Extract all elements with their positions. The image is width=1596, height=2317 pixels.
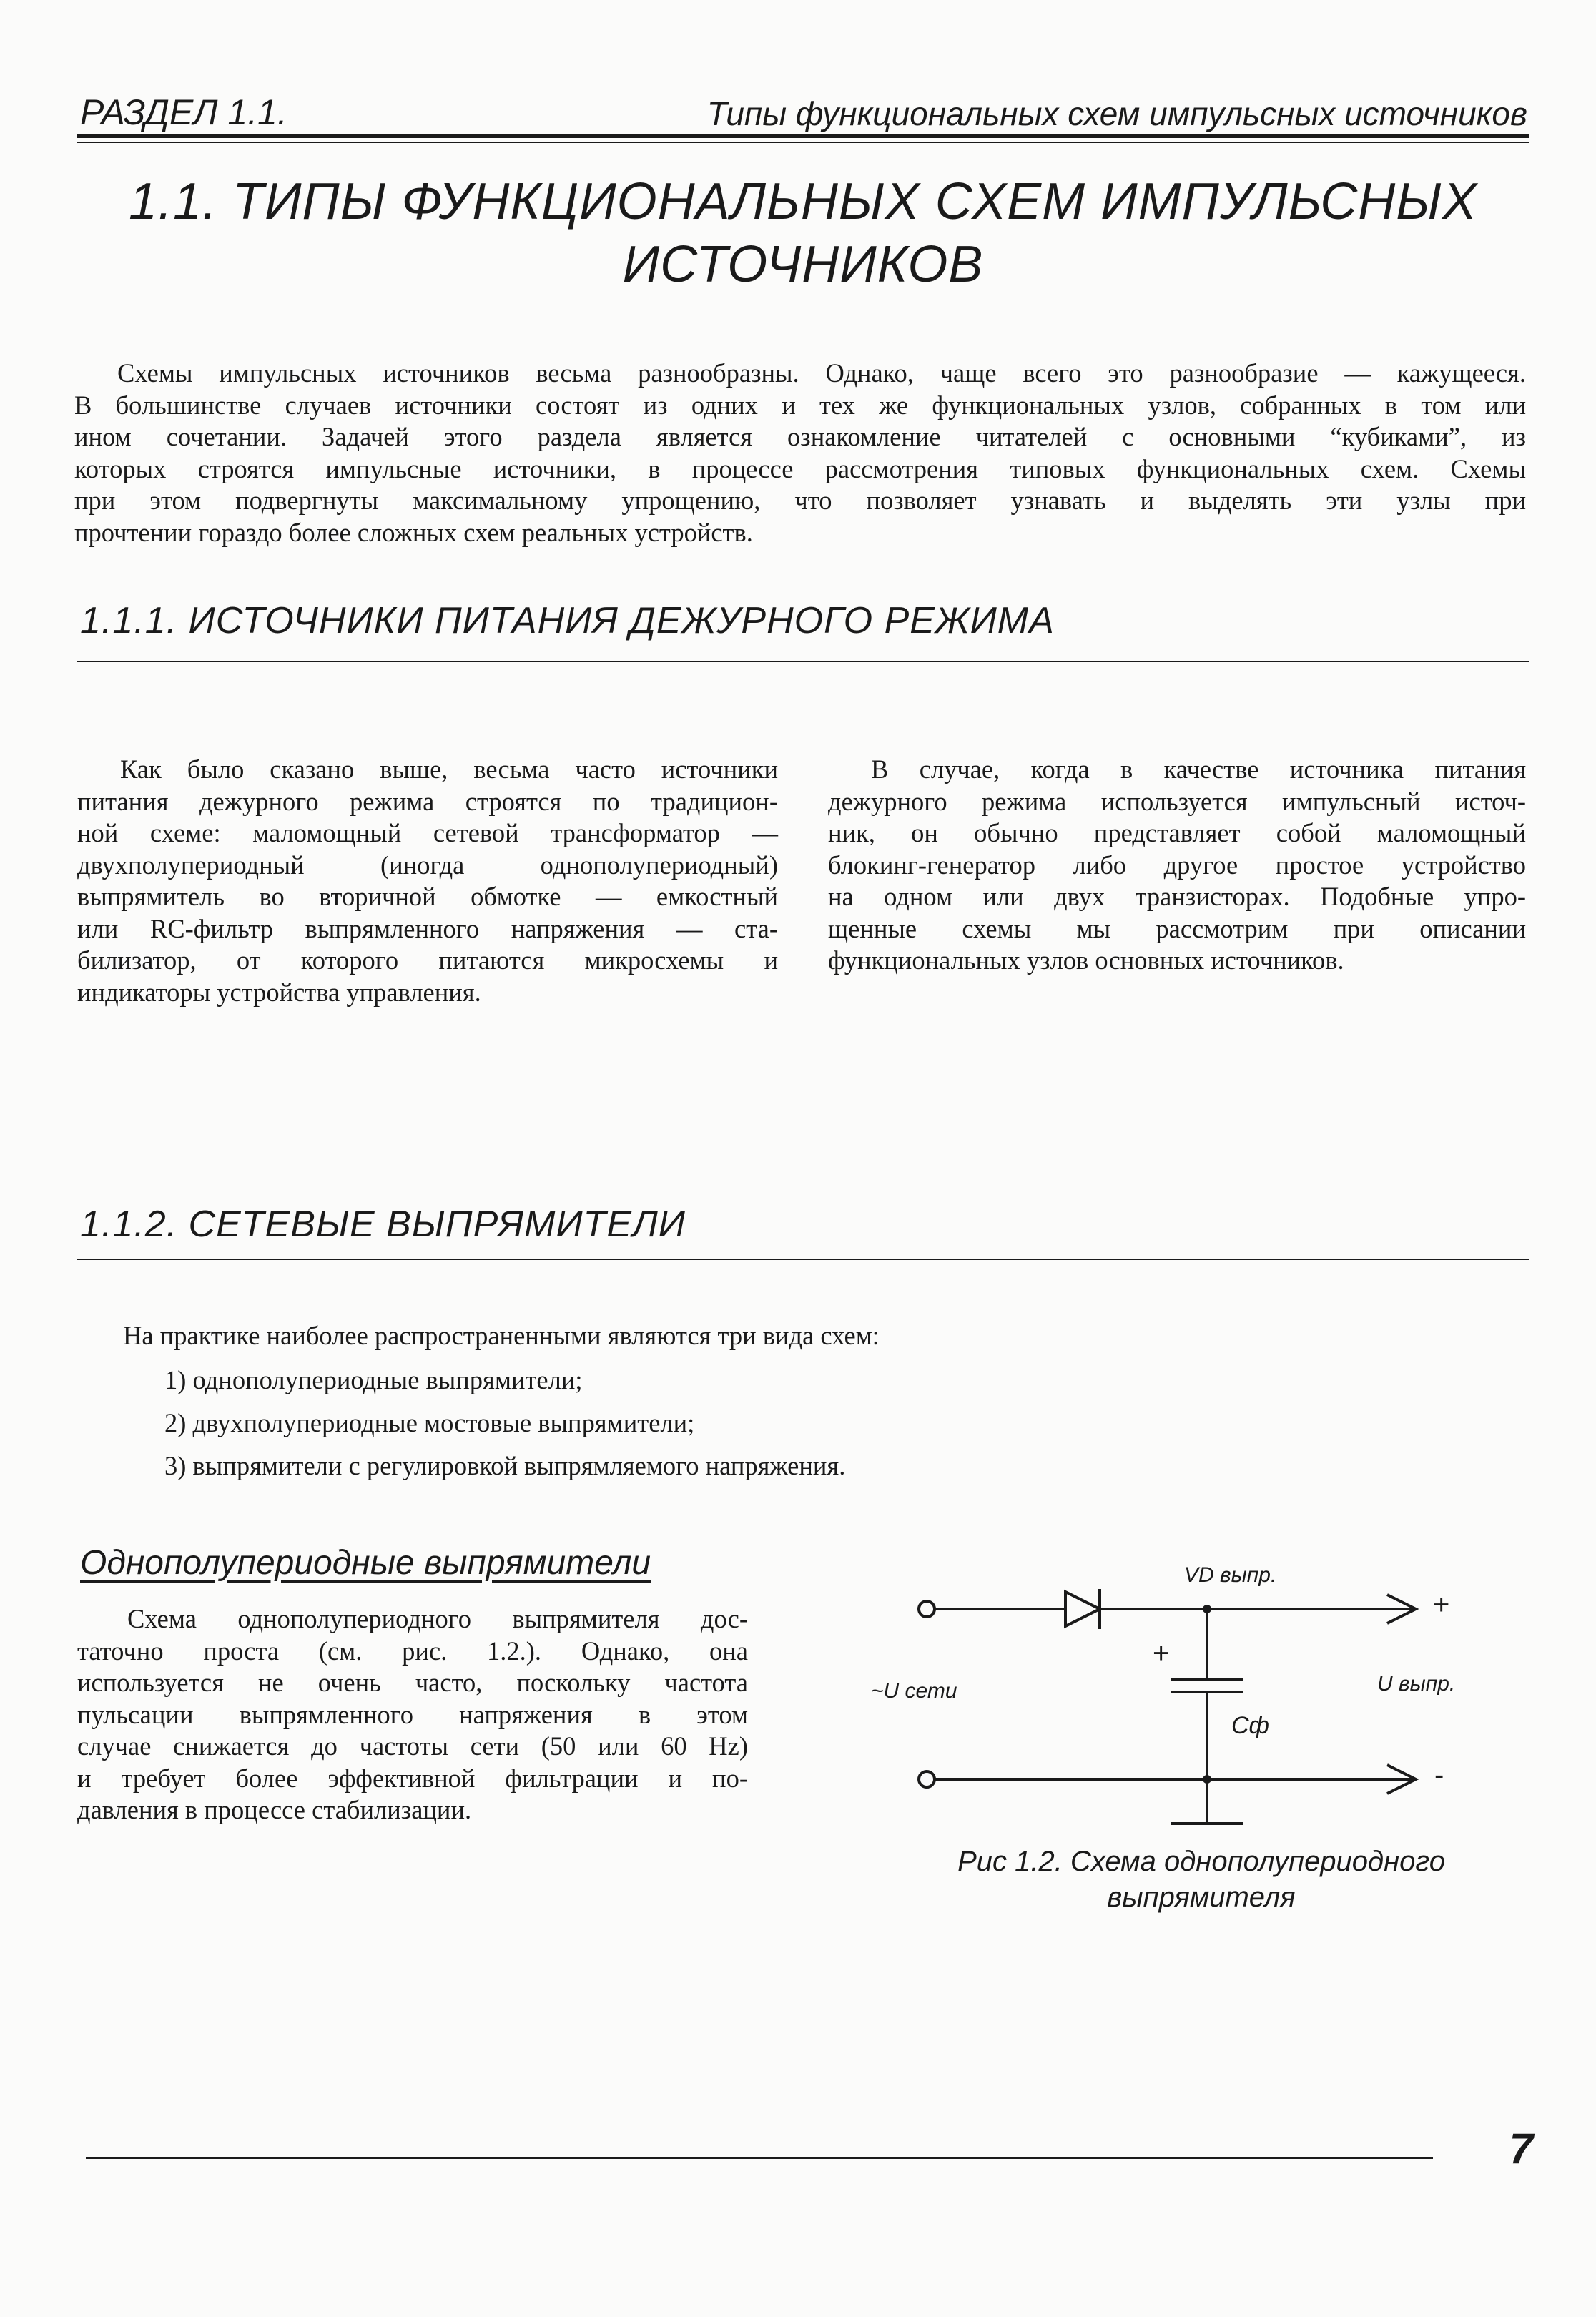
- figure-caption-line2: выпрямителя: [1107, 1881, 1296, 1913]
- output-plus-label: +: [1433, 1589, 1450, 1620]
- page-number: 7: [1509, 2125, 1533, 2173]
- section-1-left-line: или RC-фильтр выпрямленного напряжения — ста-: [77, 913, 778, 943]
- section-2-rule: [77, 1259, 1529, 1260]
- diode-symbol: [1065, 1592, 1100, 1626]
- chapter-title-line1: 1.1. ТИПЫ ФУНКЦИОНАЛЬНЫХ СХЕМ ИМПУЛЬСНЫХ: [128, 173, 1478, 230]
- diode-label: VD выпр.: [1184, 1563, 1277, 1587]
- footer-rule: [86, 2157, 1433, 2159]
- list-item: 2) двухполупериодные мостовые выпрямители;: [164, 1408, 695, 1437]
- intro-paragraph: [74, 358, 1526, 548]
- section-1-left-line: ной схеме: маломощный сетевой трансформатор —: [77, 818, 778, 847]
- intro-line: ином сочетании. Задачей этого раздела является ознакомление читателей с основными “кубиками”, из: [74, 422, 1526, 451]
- section-1-left-line: питания дежурного режима строятся по традицион-: [77, 786, 778, 816]
- capacitor-label: Сф: [1231, 1712, 1269, 1739]
- intro-line: В большинстве случаев источники состоят из одних и тех же функциональных узлов, собранных в том или: [74, 390, 1526, 420]
- subsection-line: Схема однополупериодного выпрямителя дос-: [127, 1604, 748, 1633]
- section-1-left-line: билизатор, от которого питаются микросхемы и: [77, 945, 778, 975]
- section-1-left-line: выпрямитель во вторичной обмотке — емкостный: [77, 882, 778, 911]
- chapter-title: [77, 170, 1529, 296]
- subsection-line: случае снижается до частоты сети (50 или 60 Hz): [77, 1731, 748, 1761]
- capacitor-plus-label: +: [1153, 1638, 1170, 1669]
- input-voltage-label: ~U сети: [871, 1679, 957, 1703]
- intro-line: при этом подвергнуты максимальному упрощению, что позволяет узнавать и выделять эти узлы при: [74, 486, 1526, 515]
- subsection-line: пульсации выпрямленного напряжения в этом: [77, 1699, 748, 1729]
- section-1-left-line: двухполупериодный (иногда однополупериодный): [77, 850, 778, 880]
- node-dot-top: [1203, 1605, 1211, 1613]
- section-1-left-line: индикаторы устройства управления.: [77, 977, 481, 1007]
- section-1-rule: [77, 661, 1529, 662]
- output-voltage-label: U выпр.: [1377, 1672, 1456, 1696]
- list-item: 1) однополупериодные выпрямители;: [164, 1365, 583, 1394]
- list-item: 3) выпрямители с регулировкой выпрямляемого напряжения.: [164, 1451, 846, 1480]
- figure-caption: [872, 1844, 1530, 1915]
- subsection-paragraph: [77, 1603, 748, 1826]
- section-1-right-column: [828, 754, 1526, 977]
- section-1-left-column: [77, 754, 778, 1008]
- section-1-right-line: В случае, когда в качестве источника питания: [871, 754, 1526, 784]
- output-minus-label: -: [1434, 1759, 1444, 1791]
- subsection-line: и требует более эффективной фильтрации и по-: [77, 1763, 748, 1793]
- header-rule-thick: [77, 134, 1529, 138]
- section-1-right-line: щенные схемы мы рассмотрим при описании: [828, 913, 1526, 943]
- section-1-left-line: Как было сказано выше, весьма часто источники: [120, 754, 778, 784]
- header-rule-thin: [77, 142, 1529, 143]
- chapter-title-line2: ИСТОЧНИКОВ: [622, 236, 984, 293]
- section-1-right-line: ник, он обычно представляет собой маломощный: [828, 818, 1526, 847]
- node-dot-bottom: [1203, 1775, 1211, 1784]
- intro-line: прочтении гораздо более сложных схем реальных устройств.: [74, 517, 753, 547]
- section-1-title: 1.1.1. ИСТОЧНИКИ ПИТАНИЯ ДЕЖУРНОГО РЕЖИМА: [80, 600, 1055, 641]
- input-terminal-bottom: [919, 1771, 935, 1787]
- section-1-right-line: блокинг-генератор либо другое простое устройство: [828, 850, 1526, 880]
- intro-line: которых строятся импульсные источники, в процессе рассмотрения типовых функциональных схем. Схемы: [74, 453, 1526, 483]
- section-1-right-line: на одном или двух транзисторах. Подобные упро-: [828, 882, 1526, 911]
- subsection-line: давления в процессе стабилизации.: [77, 1795, 472, 1824]
- running-header-title: Типы функциональных схем импульсных источников: [706, 95, 1527, 132]
- section-1-right-line: дежурного режима используется импульсный источ-: [828, 786, 1526, 816]
- subsection-line: таточно проста (см. рис. 1.2.). Однако, она: [77, 1635, 748, 1666]
- section-1-right-line: функциональных узлов основных источников.: [828, 945, 1344, 975]
- figure-caption-line1: Рис 1.2. Схема однополупериодного: [957, 1846, 1445, 1877]
- section-2-lead: На практике наиболее распространенными являются три вида схем:: [123, 1321, 880, 1350]
- section-2-title: 1.1.2. СЕТЕВЫЕ ВЫПРЯМИТЕЛИ: [80, 1204, 686, 1245]
- subsection-title: Однополупериодные выпрямители: [80, 1544, 651, 1582]
- intro-line: Схемы импульсных источников весьма разнообразны. Однако, чаще всего это разнообразие — кажущееся.: [117, 358, 1526, 388]
- input-terminal-top: [919, 1601, 935, 1617]
- subsection-line: используется не очень часто, поскольку частота: [77, 1668, 748, 1697]
- running-header-section: РАЗДЕЛ 1.1.: [80, 92, 287, 132]
